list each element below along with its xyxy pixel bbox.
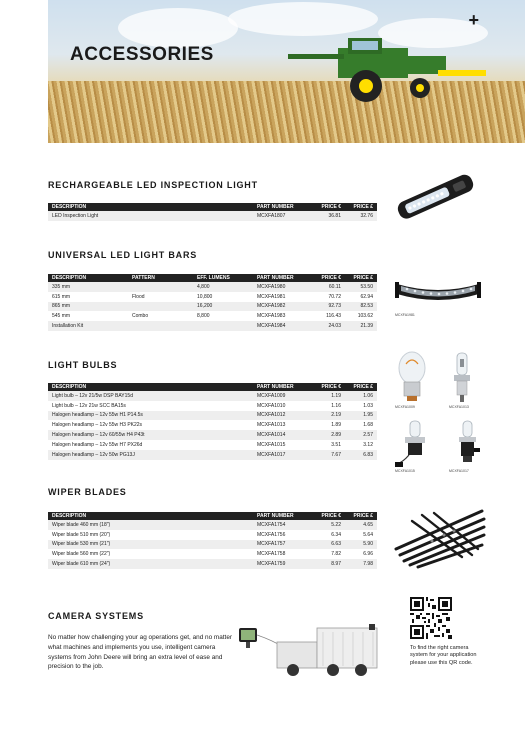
cell-part-number: MCXFA1807 [253, 211, 309, 221]
cell-price-gbp: 7.98 [345, 559, 377, 569]
cell-price-gbp: 21.39 [345, 321, 377, 331]
table-row [48, 401, 377, 411]
table-row [48, 549, 377, 559]
cell-price-gbp: 53.50 [345, 282, 377, 292]
cell-price-gbp: 5.64 [345, 530, 377, 540]
cell-description: Wiper blade 530 mm (21") [48, 540, 253, 550]
bulb-bayonet-image [395, 350, 429, 404]
inspection-light-table [48, 203, 377, 221]
cell-description: Light bulb – 12v 21w SCC BA15s [48, 401, 253, 411]
cloud [228, 2, 378, 36]
cell-pattern: Flood [128, 292, 193, 302]
cell-description: Light bulb – 12v 21/5w DSP BAY15d [48, 391, 253, 401]
cell-price-eur: 5.22 [309, 520, 345, 530]
cell-lumens: 10,800 [193, 292, 253, 302]
section-title-camera-systems: CAMERA SYSTEMS [48, 611, 144, 621]
cell-part-number: MCXFA1014 [253, 430, 309, 440]
header-price-eur: PRICE € [309, 383, 345, 391]
header-part-number: PART NUMBER [253, 512, 309, 520]
table-row [48, 302, 377, 312]
page-title: ACCESSORIES [70, 44, 214, 65]
cell-price-eur: 7.67 [309, 450, 345, 460]
cell-part-number: MCXFA1012 [253, 411, 309, 421]
cell-price-gbp: 32.76 [345, 211, 377, 221]
bulb-halogen-h3-image [449, 350, 475, 404]
cell-part-number: MCXFA1980 [253, 282, 309, 292]
cell-price-eur: 2.19 [309, 411, 345, 421]
cell-price-gbp: 1.95 [345, 411, 377, 421]
cell-description: 335 mm [48, 282, 128, 292]
cell-price-eur: 3.51 [309, 440, 345, 450]
table-row [48, 559, 377, 569]
cell-part-number: MCXFA1009 [253, 391, 309, 401]
section-title-light-bars: UNIVERSAL LED LIGHT BARS [48, 250, 198, 260]
cell-part-number: MCXFA1982 [253, 302, 309, 312]
cell-description: Wiper blade 560 mm (22") [48, 549, 253, 559]
table-row [48, 391, 377, 401]
bulb-image-label: MCXFA1017 [449, 469, 469, 473]
cell-pattern [128, 302, 193, 312]
cell-price-eur: 8.97 [309, 559, 345, 569]
cell-lumens: 4,800 [193, 282, 253, 292]
header-eff-lumens: EFF. LUMENS [193, 274, 253, 282]
cell-part-number: MCXFA1010 [253, 401, 309, 411]
cell-price-eur: 6.34 [309, 530, 345, 540]
header-description: DESCRIPTION [48, 512, 253, 520]
led-light-bar-image [393, 272, 483, 312]
cell-part-number: MCXFA1756 [253, 530, 309, 540]
cell-pattern: Combo [128, 311, 193, 321]
header-description: DESCRIPTION [48, 203, 253, 211]
table-row [48, 420, 377, 430]
light-bar-image-label: MCXFA1981 [395, 313, 415, 317]
table-row [48, 520, 377, 530]
table-row [48, 540, 377, 550]
cell-part-number: MCXFA1754 [253, 520, 309, 530]
cell-price-gbp: 4.65 [345, 520, 377, 530]
cell-pattern [128, 321, 193, 331]
bulb-image-label: MCXFA1015 [395, 469, 415, 473]
table-row [48, 530, 377, 540]
cell-description: 615 mm [48, 292, 128, 302]
cell-part-number: MCXFA1984 [253, 321, 309, 331]
header-part-number: PART NUMBER [253, 203, 309, 211]
cell-part-number: MCXFA1757 [253, 540, 309, 550]
cell-price-gbp: 103.62 [345, 311, 377, 321]
cell-price-eur: 92.73 [309, 302, 345, 312]
bulb-image-label: MCXFA1009 [395, 405, 415, 409]
table-row [48, 211, 377, 221]
cell-price-eur: 60.11 [309, 282, 345, 292]
bulb-image-label: MCXFA1013 [449, 405, 469, 409]
cell-description: Installation Kit [48, 321, 128, 331]
bulb-halogen-pg13-image [450, 418, 484, 468]
header-price-eur: PRICE € [309, 203, 345, 211]
header-description: DESCRIPTION [48, 383, 253, 391]
inspection-light-image [390, 168, 480, 228]
table-row [48, 430, 377, 440]
cell-part-number: MCXFA1015 [253, 440, 309, 450]
cell-description: Halogen headlamp – 12v 55w H7 PX26d [48, 440, 253, 450]
header-part-number: PART NUMBER [253, 274, 309, 282]
camera-description: No matter how challenging your ag operations get, and no matter what machines and implements you use, intelligent camera systems from John Deere will bring an extra level of ease and precision to the job. [48, 634, 233, 671]
cell-price-eur: 7.82 [309, 549, 345, 559]
cell-price-gbp: 6.83 [345, 450, 377, 460]
header-price-gbp: PRICE £ [345, 512, 377, 520]
qr-instruction-text: To find the right camera system for your application please use this QR code. [410, 645, 477, 666]
cell-price-eur: 2.89 [309, 430, 345, 440]
section-title-inspection-light: RECHARGEABLE LED INSPECTION LIGHT [48, 180, 258, 190]
cell-description: Wiper blade 460 mm (18") [48, 520, 253, 530]
cell-pattern [128, 282, 193, 292]
cell-lumens: 16,200 [193, 302, 253, 312]
cell-lumens [193, 321, 253, 331]
cell-description: Halogen headlamp – 12v 55w H1 P14.5s [48, 411, 253, 421]
header-price-gbp: PRICE £ [345, 274, 377, 282]
combine-harvester-image [288, 34, 488, 114]
wiper-blades-table [48, 512, 377, 569]
table-row [48, 321, 377, 331]
cell-price-gbp: 3.12 [345, 440, 377, 450]
table-header-row [48, 274, 377, 282]
table-row [48, 440, 377, 450]
cell-price-eur: 6.63 [309, 540, 345, 550]
section-title-light-bulbs: LIGHT BULBS [48, 360, 118, 370]
cell-description: Wiper blade 610 mm (24") [48, 559, 253, 569]
cloud [118, 8, 238, 48]
table-row [48, 311, 377, 321]
cell-price-gbp: 1.06 [345, 391, 377, 401]
cell-price-gbp: 6.96 [345, 549, 377, 559]
hero-banner [48, 0, 525, 143]
table-header-row [48, 203, 377, 211]
cell-price-gbp: 1.68 [345, 420, 377, 430]
cell-price-eur: 70.72 [309, 292, 345, 302]
bulb-halogen-h7-image [395, 418, 435, 468]
cell-description: Halogen headlamp – 12v 60/55w H4 P43t [48, 430, 253, 440]
cell-lumens: 8,800 [193, 311, 253, 321]
table-row [48, 411, 377, 421]
cell-part-number: MCXFA1758 [253, 549, 309, 559]
header-price-eur: PRICE € [309, 512, 345, 520]
light-bars-table [48, 274, 377, 331]
table-row [48, 282, 377, 292]
cell-part-number: MCXFA1983 [253, 311, 309, 321]
cell-description: LED Inspection Light [48, 211, 253, 221]
table-row [48, 450, 377, 460]
cell-price-eur: 1.19 [309, 391, 345, 401]
section-title-wiper-blades: WIPER BLADES [48, 487, 127, 497]
cell-description: Wiper blade 510 mm (20") [48, 530, 253, 540]
cell-description: Halogen headlamp – 12v 50w PG13J [48, 450, 253, 460]
cell-price-eur: 24.03 [309, 321, 345, 331]
cell-description: 545 mm [48, 311, 128, 321]
table-header-row [48, 383, 377, 391]
header-price-gbp: PRICE £ [345, 383, 377, 391]
cell-price-gbp: 82.53 [345, 302, 377, 312]
cell-part-number: MCXFA1981 [253, 292, 309, 302]
header-price-eur: PRICE € [309, 274, 345, 282]
cell-price-gbp: 2.57 [345, 430, 377, 440]
cell-part-number: MCXFA1759 [253, 559, 309, 569]
header-price-gbp: PRICE £ [345, 203, 377, 211]
light-bulbs-table [48, 383, 377, 460]
table-row [48, 292, 377, 302]
qr-code-icon[interactable] [410, 597, 452, 639]
cell-part-number: MCXFA1013 [253, 420, 309, 430]
cell-price-eur: 1.89 [309, 420, 345, 430]
table-header-row [48, 512, 377, 520]
cell-price-eur: 1.16 [309, 401, 345, 411]
cell-part-number: MCXFA1017 [253, 450, 309, 460]
header-pattern: PATTERN [128, 274, 193, 282]
cell-price-gbp: 5.90 [345, 540, 377, 550]
cell-price-gbp: 62.94 [345, 292, 377, 302]
cell-price-gbp: 1.03 [345, 401, 377, 411]
cell-price-eur: 116.43 [309, 311, 345, 321]
header-part-number: PART NUMBER [253, 383, 309, 391]
wiper-blades-image [392, 505, 487, 573]
camera-system-image [237, 620, 380, 680]
cell-price-eur: 36.81 [309, 211, 345, 221]
header-description: DESCRIPTION [48, 274, 128, 282]
cell-description: 865 mm [48, 302, 128, 312]
plus-icon: + [468, 10, 479, 30]
cell-description: Halogen headlamp – 12v 55w H3 PK22s [48, 420, 253, 430]
